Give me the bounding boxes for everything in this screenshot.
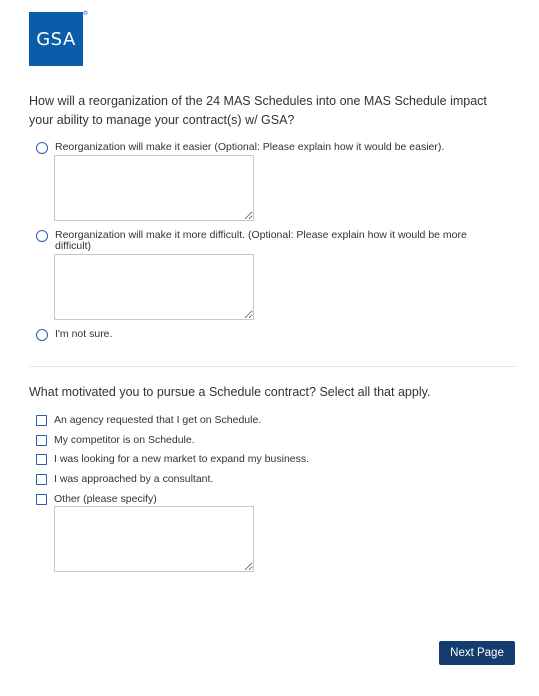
q2-option-other-label: Other (please specify): [54, 493, 157, 505]
checkbox[interactable]: [36, 454, 47, 465]
radio-button[interactable]: [36, 230, 48, 242]
q2-option-consultant-label: I was approached by a consultant.: [54, 473, 214, 485]
checkbox[interactable]: [36, 474, 47, 485]
q2-option-consultant[interactable]: [36, 474, 213, 485]
q2-other-specify-textarea[interactable]: [54, 506, 254, 572]
q1-option-not-sure-label: I'm not sure.: [55, 328, 113, 340]
q1-option-easier[interactable]: [36, 142, 496, 154]
q1-option-difficult-label: Reorganization will make it more difficult. (Optional: Please explain how it would be more difficult): [55, 229, 467, 252]
q1-easier-explanation-textarea[interactable]: [54, 155, 254, 221]
question-2-text: What motivated you to pursue a Schedule contract? Select all that apply.: [29, 385, 431, 399]
q2-option-agency-requested[interactable]: [36, 415, 261, 426]
q2-option-other[interactable]: [36, 494, 157, 505]
gsa-logo: [29, 10, 89, 66]
q1-difficult-explanation-textarea[interactable]: [54, 254, 254, 320]
q2-option-new-market-label: I was looking for a new market to expand my business.: [54, 453, 310, 465]
logo-text: GSA: [36, 28, 76, 50]
checkbox[interactable]: [36, 494, 47, 505]
q1-option-not-sure[interactable]: [36, 329, 112, 341]
q1-option-difficult[interactable]: [36, 230, 496, 252]
next-page-button[interactable]: Next Page: [439, 641, 515, 665]
q2-option-competitor[interactable]: [36, 435, 195, 446]
q1-option-easier-label: Reorganization will make it easier (Optional: Please explain how it would be easier).: [55, 141, 445, 153]
checkbox[interactable]: [36, 435, 47, 446]
q2-option-agency-requested-label: An agency requested that I get on Schedule.: [54, 414, 262, 426]
q2-option-competitor-label: My competitor is on Schedule.: [54, 434, 195, 446]
registered-mark: ®: [82, 10, 89, 17]
section-divider: [29, 366, 516, 367]
radio-button[interactable]: [36, 329, 48, 341]
question-1-text: How will a reorganization of the 24 MAS Schedules into one MAS Schedule impact your ability to manage your contract(s) w/ GSA?: [29, 94, 487, 127]
checkbox[interactable]: [36, 415, 47, 426]
radio-button[interactable]: [36, 142, 48, 154]
q2-option-new-market[interactable]: [36, 454, 309, 465]
